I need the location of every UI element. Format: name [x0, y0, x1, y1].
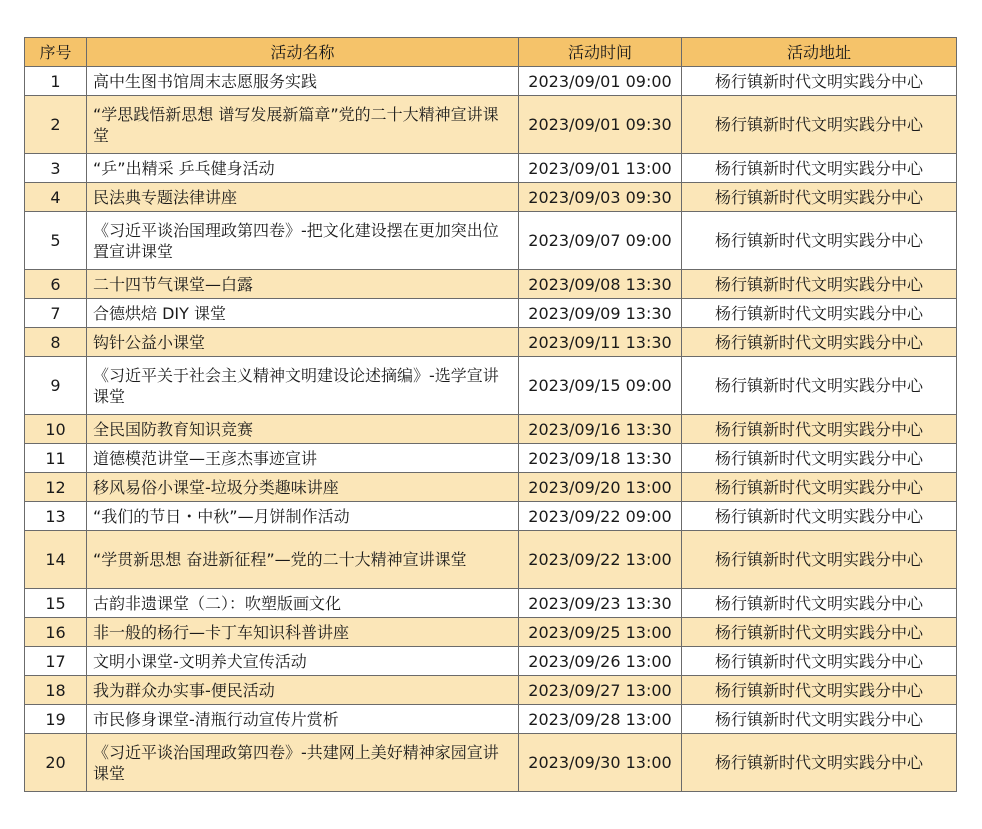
cell-activity-name: 非一般的杨行—卡丁车知识科普讲座 [87, 618, 519, 647]
cell-activity-place: 杨行镇新时代文明实践分中心 [682, 96, 957, 154]
cell-no: 14 [25, 531, 87, 589]
cell-activity-place: 杨行镇新时代文明实践分中心 [682, 502, 957, 531]
cell-activity-name: 移风易俗小课堂-垃圾分类趣味讲座 [87, 473, 519, 502]
cell-activity-name: 我为群众办实事-便民活动 [87, 676, 519, 705]
cell-no: 19 [25, 705, 87, 734]
cell-activity-place: 杨行镇新时代文明实践分中心 [682, 676, 957, 705]
cell-activity-place: 杨行镇新时代文明实践分中心 [682, 473, 957, 502]
table-row [25, 618, 957, 647]
cell-no: 3 [25, 154, 87, 183]
cell-activity-place: 杨行镇新时代文明实践分中心 [682, 357, 957, 415]
table-row [25, 154, 957, 183]
cell-activity-place: 杨行镇新时代文明实践分中心 [682, 618, 957, 647]
cell-activity-time: 2023/09/09 13:30 [519, 299, 682, 328]
cell-activity-place: 杨行镇新时代文明实践分中心 [682, 67, 957, 96]
cell-no: 5 [25, 212, 87, 270]
column-header-time: 活动时间 [519, 38, 682, 67]
table-row [25, 734, 957, 792]
table-body [25, 67, 957, 792]
cell-activity-name: 道德模范讲堂—王彦杰事迹宣讲 [87, 444, 519, 473]
cell-activity-place: 杨行镇新时代文明实践分中心 [682, 444, 957, 473]
cell-activity-place: 杨行镇新时代文明实践分中心 [682, 183, 957, 212]
cell-activity-place: 杨行镇新时代文明实践分中心 [682, 589, 957, 618]
table-row [25, 328, 957, 357]
cell-activity-name: 古韵非遗课堂（二）：吹塑版画文化 [87, 589, 519, 618]
cell-activity-time: 2023/09/27 13:00 [519, 676, 682, 705]
cell-activity-time: 2023/09/01 09:00 [519, 67, 682, 96]
cell-no: 15 [25, 589, 87, 618]
cell-activity-name: 全民国防教育知识竞赛 [87, 415, 519, 444]
table-row [25, 212, 957, 270]
table-header [25, 38, 957, 67]
table-row [25, 96, 957, 154]
table-row [25, 444, 957, 473]
activity-schedule-table [24, 37, 957, 792]
cell-no: 6 [25, 270, 87, 299]
cell-no: 9 [25, 357, 87, 415]
table-row [25, 299, 957, 328]
table-row [25, 705, 957, 734]
cell-activity-place: 杨行镇新时代文明实践分中心 [682, 154, 957, 183]
cell-no: 16 [25, 618, 87, 647]
cell-no: 8 [25, 328, 87, 357]
cell-activity-place: 杨行镇新时代文明实践分中心 [682, 270, 957, 299]
cell-activity-time: 2023/09/15 09:00 [519, 357, 682, 415]
cell-no: 20 [25, 734, 87, 792]
cell-activity-place: 杨行镇新时代文明实践分中心 [682, 328, 957, 357]
table-row [25, 67, 957, 96]
cell-no: 1 [25, 67, 87, 96]
table-row [25, 502, 957, 531]
cell-activity-name: 二十四节气课堂—白露 [87, 270, 519, 299]
cell-activity-name: 《习近平谈治国理政第四卷》-共建网上美好精神家园宣讲课堂 [87, 734, 519, 792]
cell-activity-time: 2023/09/23 13:30 [519, 589, 682, 618]
table-row [25, 270, 957, 299]
cell-activity-name: 钩针公益小课堂 [87, 328, 519, 357]
cell-activity-time: 2023/09/11 13:30 [519, 328, 682, 357]
table-row [25, 183, 957, 212]
cell-activity-time: 2023/09/08 13:30 [519, 270, 682, 299]
table-row [25, 531, 957, 589]
cell-activity-name: 《习近平谈治国理政第四卷》-把文化建设摆在更加突出位置宣讲课堂 [87, 212, 519, 270]
cell-no: 11 [25, 444, 87, 473]
cell-activity-time: 2023/09/07 09:00 [519, 212, 682, 270]
column-header-no: 序号 [25, 38, 87, 67]
cell-activity-time: 2023/09/16 13:30 [519, 415, 682, 444]
cell-no: 13 [25, 502, 87, 531]
cell-activity-name: 文明小课堂-文明养犬宣传活动 [87, 647, 519, 676]
column-header-name: 活动名称 [87, 38, 519, 67]
cell-activity-place: 杨行镇新时代文明实践分中心 [682, 734, 957, 792]
cell-activity-name: “乒”出精采 乒乓健身活动 [87, 154, 519, 183]
cell-activity-time: 2023/09/18 13:30 [519, 444, 682, 473]
header-row [25, 38, 957, 67]
cell-activity-time: 2023/09/26 13:00 [519, 647, 682, 676]
table-row [25, 415, 957, 444]
cell-activity-name: “学思践悟新思想 谱写发展新篇章”党的二十大精神宣讲课堂 [87, 96, 519, 154]
cell-activity-place: 杨行镇新时代文明实践分中心 [682, 531, 957, 589]
cell-activity-name: 民法典专题法律讲座 [87, 183, 519, 212]
cell-activity-time: 2023/09/01 13:00 [519, 154, 682, 183]
cell-activity-time: 2023/09/03 09:30 [519, 183, 682, 212]
cell-no: 7 [25, 299, 87, 328]
cell-activity-time: 2023/09/30 13:00 [519, 734, 682, 792]
table-row [25, 647, 957, 676]
cell-activity-time: 2023/09/01 09:30 [519, 96, 682, 154]
cell-no: 18 [25, 676, 87, 705]
table-row [25, 589, 957, 618]
cell-activity-time: 2023/09/22 09:00 [519, 502, 682, 531]
cell-activity-time: 2023/09/25 13:00 [519, 618, 682, 647]
cell-no: 4 [25, 183, 87, 212]
cell-activity-name: 高中生图书馆周末志愿服务实践 [87, 67, 519, 96]
cell-activity-name: “学贯新思想 奋进新征程”—党的二十大精神宣讲课堂 [87, 531, 519, 589]
cell-activity-time: 2023/09/20 13:00 [519, 473, 682, 502]
cell-activity-time: 2023/09/28 13:00 [519, 705, 682, 734]
cell-activity-place: 杨行镇新时代文明实践分中心 [682, 415, 957, 444]
cell-no: 10 [25, 415, 87, 444]
table-row [25, 357, 957, 415]
cell-no: 17 [25, 647, 87, 676]
table-row [25, 473, 957, 502]
column-header-place: 活动地址 [682, 38, 957, 67]
cell-no: 12 [25, 473, 87, 502]
cell-activity-name: 合德烘焙 DIY 课堂 [87, 299, 519, 328]
cell-activity-time: 2023/09/22 13:00 [519, 531, 682, 589]
cell-activity-place: 杨行镇新时代文明实践分中心 [682, 705, 957, 734]
cell-activity-name: “我们的节日・中秋”—月饼制作活动 [87, 502, 519, 531]
table-row [25, 676, 957, 705]
cell-activity-name: 市民修身课堂-清瓶行动宣传片赏析 [87, 705, 519, 734]
cell-activity-place: 杨行镇新时代文明实践分中心 [682, 212, 957, 270]
cell-activity-name: 《习近平关于社会主义精神文明建设论述摘编》-选学宣讲课堂 [87, 357, 519, 415]
cell-activity-place: 杨行镇新时代文明实践分中心 [682, 647, 957, 676]
cell-activity-place: 杨行镇新时代文明实践分中心 [682, 299, 957, 328]
cell-no: 2 [25, 96, 87, 154]
